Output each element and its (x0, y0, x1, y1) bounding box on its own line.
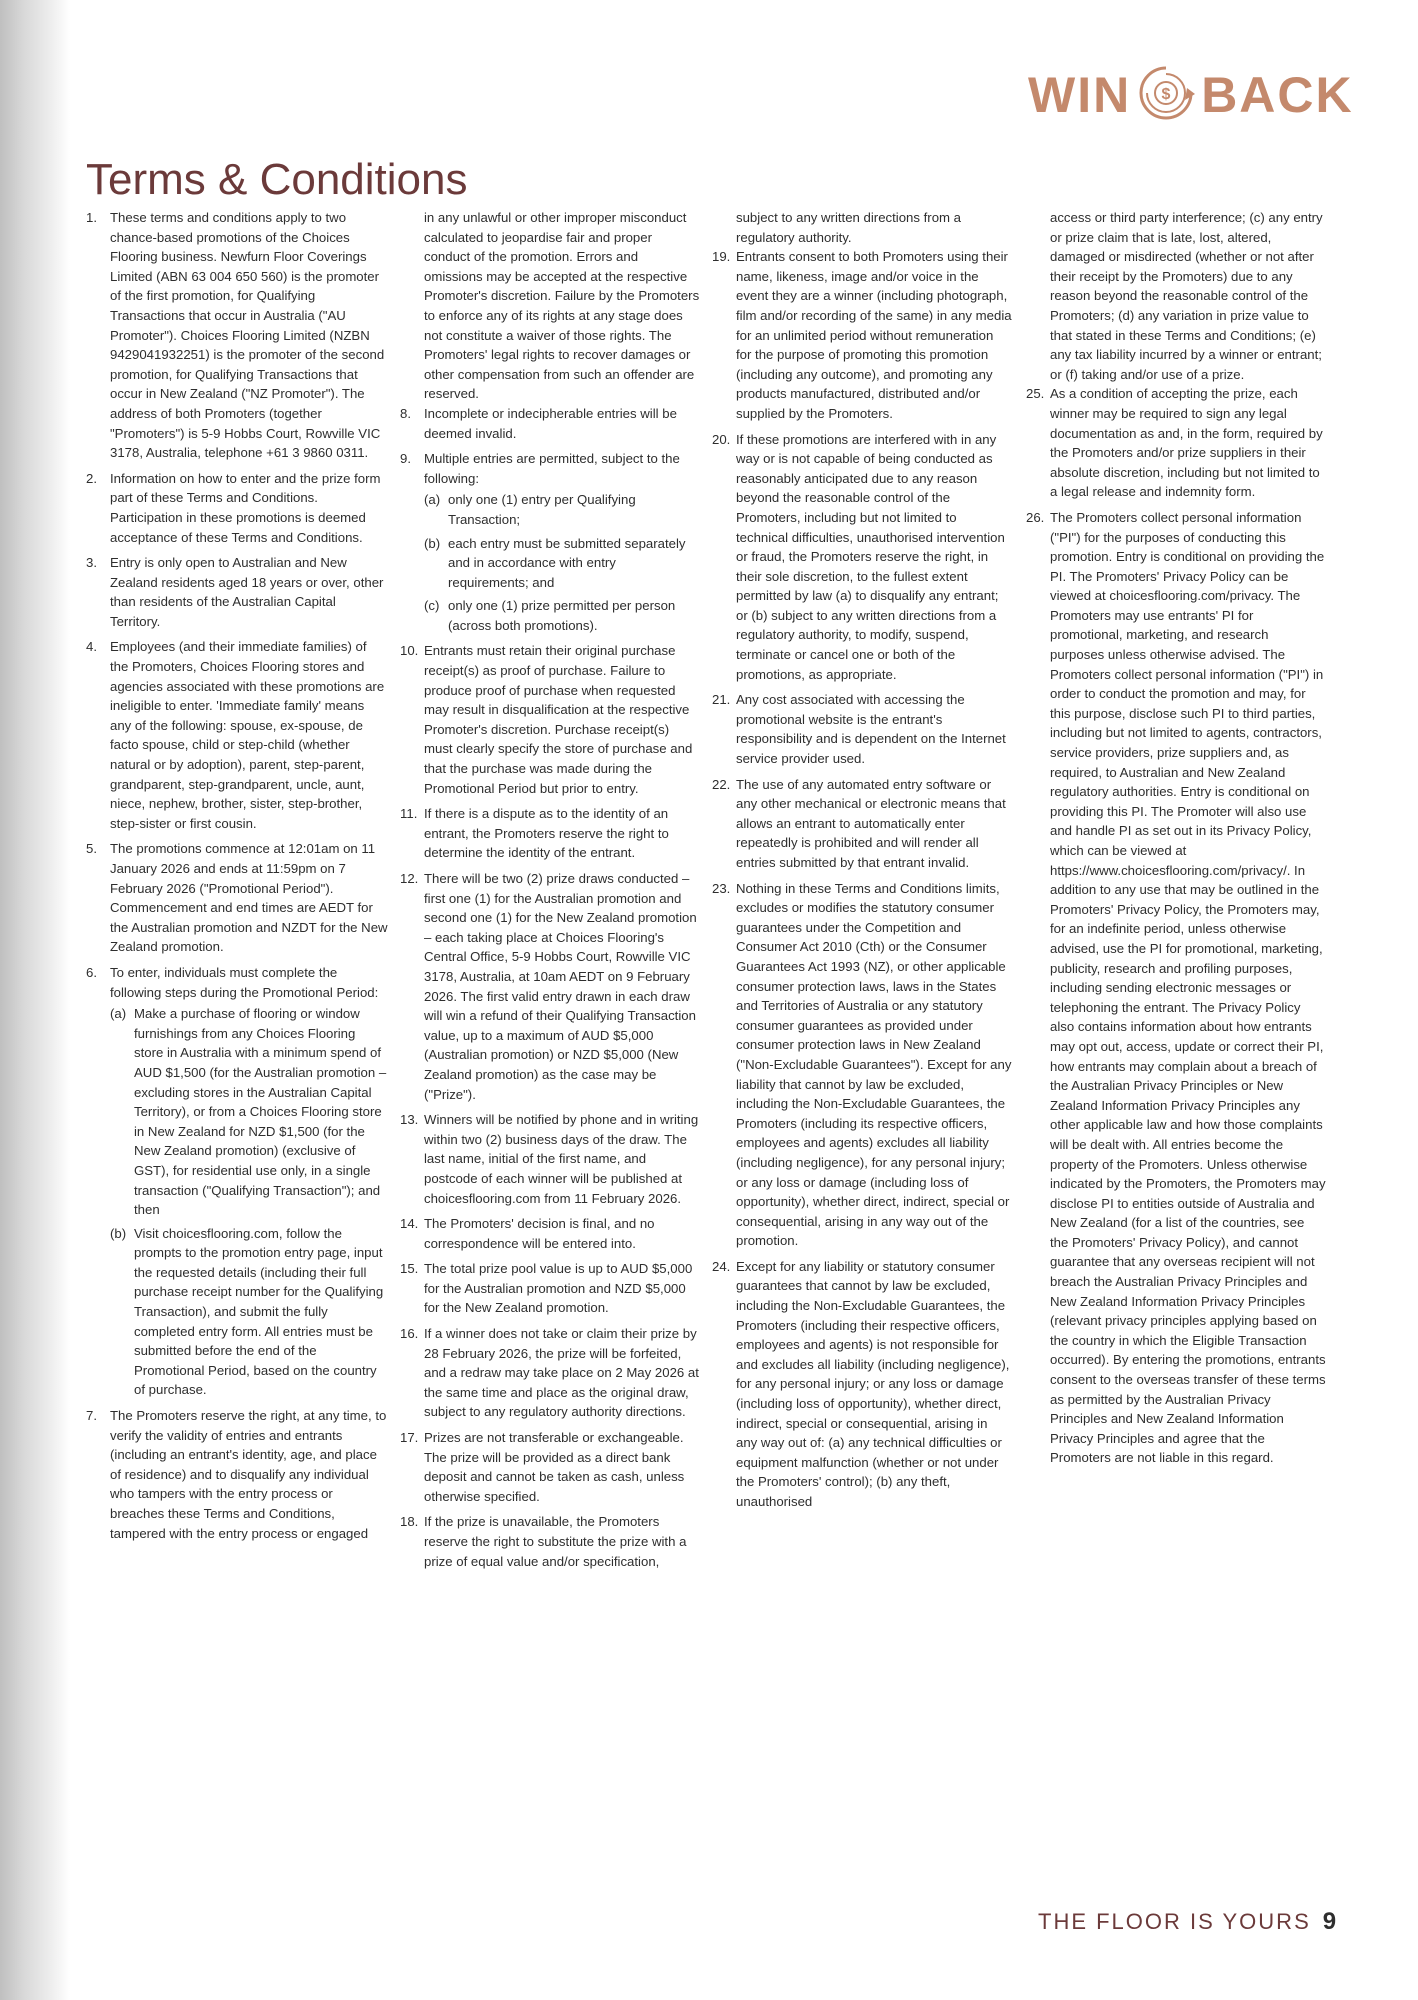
term-item (86, 1406, 388, 1543)
term-item (712, 430, 1012, 685)
term-item (400, 1214, 700, 1253)
term-text: Entrants must retain their original purchase receipt(s) as proof of purchase. Failure to produce proof of purchase when requested may result in disqualification at the respective Promoter's discretion. Purchase receipt(s) must clearly specify the store of purchase and that the purchase was made during the Promotional Period but prior to entry. (424, 643, 693, 796)
sub-label: (b) (424, 535, 441, 551)
term-text: Information on how to enter and the prize form part of these Terms and Conditions. Participation in these promotions is deemed acceptance of these Terms and Conditions. (110, 470, 381, 545)
term-number: 26. (1026, 509, 1045, 525)
term-text: The promotions commence at 12:01am on 11 January 2026 and ends at 11:59pm on 7 February 2026 ("Promotional Period"). Commencement and end times are AEDT for the Australian promotion and NZDT for the New Zealand promotion. (110, 841, 388, 955)
term-number: 11. (400, 806, 418, 822)
term-item (86, 963, 388, 1400)
terms-list (86, 208, 388, 1543)
term-item (712, 1257, 1012, 1512)
page-number: 9 (1322, 1908, 1337, 1935)
term-number: 15. (400, 1261, 419, 1277)
page-title: Terms & Conditions (86, 155, 468, 205)
term-number: 16. (400, 1326, 419, 1342)
term-number: 18. (400, 1514, 419, 1530)
terms-list (712, 247, 1012, 1511)
sub-label: (a) (110, 1006, 127, 1022)
svg-text:$: $ (1161, 86, 1171, 103)
term-number: 2. (86, 470, 97, 486)
term-number: 25. (1026, 386, 1045, 402)
sub-item (424, 596, 700, 635)
sub-label: (a) (424, 492, 441, 508)
footer-tagline: THE FLOOR IS YOURS (1038, 1909, 1311, 1934)
term-text: Incomplete or indecipherable entries will be deemed invalid. (424, 405, 677, 441)
sub-text: only one (1) prize permitted per person (across both promotions). (448, 598, 676, 633)
term-text: The total prize pool value is up to AUD $5,000 for the Australian promotion and NZD $5,000 for the New Zealand promotion. (424, 1261, 693, 1316)
logo-word-win: WIN (1028, 67, 1132, 123)
term-item (400, 1324, 700, 1422)
term-item (400, 1259, 700, 1318)
term-number: 1. (86, 210, 97, 225)
term-text: The Promoters collect personal information ("PI") for the purposes of conducting this promotion. Entry is conditional on providing the PI. The Promoters' Privacy Policy can be viewed at choicesflooring.com/privacy. The Promoters may use entrants' PI for promotional, marketing, and research purposes unless otherwise advised. The Promoters collect personal information ("PI") in order to conduct the promotion and may, for this purpose, disclose such PI to third parties, including but not limited to agents, contractors, service providers, prize suppliers and, as required, to Australian and New Zealand regulatory authorities. Entry is conditional on providing this PI. The Promoter will also use and handle PI as set out in its Privacy Policy, which can be viewed at https://www.choicesflooring.com/privacy/. In addition to any use that may be outlined in the Promoters' Privacy Policy, the Promoters may, for an indefinite period, unless otherwise advised, use the PI for promotional, marketing, publicity, research and profiling purposes, including sending electronic messages or telephoning the entrant. The Privacy Policy also contains information about how entrants may opt out, access, update or correct their PI, how entrants may complain about a breach of the Australian Privacy Principles or New Zealand Information Privacy Principles any other applicable law and how those complaints will be dealt with. All entries become the property of the Promoters. Unless otherwise indicated by the Promoters, the Promoters may disclose PI to entities outside of Australia and New Zealand (for a list of the countries, see the Promoters' Privacy Policy), and cannot guarantee that any overseas recipient will not breach the Australian Privacy Principles and New Zealand Information Privacy Principles (relevant privacy principles applying based on the country in which the Eligible Transaction occurred). By entering the promotions, entrants consent to the overseas transfer of these terms as permitted by the Australian Privacy Principles and New Zealand Information Privacy Principles and agree that the Promoters are not liable in this regard. (1050, 509, 1326, 1466)
sub-text: Visit choicesflooring.com, follow the prompts to the promotion entry page, input the requested details (including their full purchase receipt number for the Qualifying Transaction), and submit the fully completed entry form. All entries must be submitted before the end of the Promotional Period, based on the country of purchase. (134, 1225, 384, 1398)
term-number: 4. (86, 639, 97, 655)
term-text: If the prize is unavailable, the Promoters reserve the right to substitute the prize with a prize of equal value and/or specification, (424, 1514, 687, 1569)
term-text: The Promoters' decision is final, and no correspondence will be entered into. (424, 1216, 655, 1251)
term-item (86, 839, 388, 957)
term-text: Entry is only open to Australian and New Zealand residents aged 18 years or over, other than residents of the Australian Capital Territory. (110, 555, 384, 629)
term-number: 8. (400, 405, 411, 421)
page-footer (1038, 1908, 1336, 1936)
terms-columns (0, 208, 1418, 1898)
term-number: 19. (712, 249, 731, 265)
terms-list (1026, 384, 1326, 1468)
term-number: 23. (712, 880, 731, 896)
term-number: 9. (400, 451, 411, 467)
term-text: Multiple entries are permitted, subject to the following: (424, 451, 680, 486)
term-text: As a condition of accepting the prize, each winner may be required to sign any legal documentation as and, in the form, required by the Promoters and/or prize suppliers in their absolute discretion, including but not limited to a legal release and indemnity form. (1050, 386, 1323, 500)
sub-item (110, 1224, 388, 1400)
terms-column-4 (1026, 208, 1326, 1898)
term-item (86, 637, 388, 833)
sub-item (424, 490, 700, 529)
sub-text: each entry must be submitted separately and in accordance with entry requirements; and (448, 535, 686, 590)
sub-item (424, 534, 700, 593)
term-text: The use of any automated entry software or any other mechanical or electronic means that allows an entrant to automatically enter repeatedly is prohibited and will render all entries submitted by that entrant invalid. (736, 776, 1006, 870)
sub-text: Make a purchase of flooring or window furnishings from any Choices Flooring store in Australia with a minimum spend of AUD $1,500 (for the Australian promotion – excluding stores in the Australian Capital Territory), or from a Choices Flooring store in New Zealand for NZD $1,500 (for the New Zealand promotion) (exclusive of GST), for residential use only, in a single transaction ("Qualifying Transaction"); and then (134, 1006, 387, 1218)
term-item (712, 247, 1012, 423)
term-number: 14. (400, 1216, 419, 1232)
sub-list (424, 490, 700, 635)
term-text: If there is a dispute as to the identity of an entrant, the Promoters reserve the right to determine the identity of the entrant. (424, 806, 669, 861)
term-text: If a winner does not take or claim their prize by 28 February 2026, the prize will be forfeited, and a redraw may take place on 2 May 2026 at the same time and place as the original draw, subject to any regulatory authority directions. (424, 1326, 699, 1420)
term-number: 10. (400, 643, 419, 659)
term-number: 22. (712, 776, 731, 792)
terms-column-1 (86, 208, 388, 1898)
term-item (400, 1110, 700, 1208)
dollar-cycle-icon (1135, 60, 1197, 130)
term-text: The Promoters reserve the right, at any time, to verify the validity of entries and entrants (including an entrant's identity, age, and place of residence) and to disqualify any individual who tampers with the entry process or breaches these Terms and Conditions, tampered with the entry process or engaged (110, 1408, 387, 1541)
term-item (86, 553, 388, 631)
term-text: Except for any liability or statutory consumer guarantees that cannot by law be excluded, including the Non-Excludable Guarantees, the Promoters (including their respective officers, employees and agents) is not responsible for and excludes all liability (including negligence), for any personal injury; or any loss or damage (including loss of opportunity), whether direct, indirect, special or consequential, arising in any way out of: (a) any technical difficulties or equipment malfunction (whether or not under the Promoters' control); (b) any theft, unauthorised (736, 1258, 1010, 1509)
sub-list (110, 1004, 388, 1400)
term-text: Nothing in these Terms and Conditions limits, excludes or modifies the statutory consumer guarantees under the Competition and Consumer Act 2010 (Cth) or the Consumer Guarantees Act 1993 (NZ), or other applicable consumer protection laws, laws in the States and Territories of Australia or any statutory consumer guarantees as provided under consumer protection laws in New Zealand ("Non-Excludable Guarantees"). Except for any liability that cannot by law be excluded, including the Non-Excludable Guarantees, the Promoters (including its respective officers, employees and agents) excludes all liability (including negligence), for any personal injury; or any loss or damage (including loss of opportunity), whether direct, indirect, special or consequential, arising in any way out of the promotion. (736, 880, 1012, 1249)
term-item (400, 641, 700, 798)
term-text: If these promotions are interfered with in any way or is not capable of being conducted as reasonably anticipated due to any reason beyond the reasonable control of the Promoters, including but not limited to technical difficulties, unauthorised intervention or fraud, the Promoters reserve the right, in their sole discretion, to the fullest extent permitted by law (a) to disqualify any entrant; or (b) subject to any written directions from a regulatory authority, to modify, suspend, terminate or cancel one or both of the promotions, as appropriate. (736, 431, 1005, 682)
term-text: Entrants consent to both Promoters using their name, likeness, image and/or voice in the event they are a winner (including photograph, film and/or recording of the same) in any media for an unlimited period without remuneration for the purpose of promoting this promotion (including any outcome), and promoting any products manufactured, distributed and/or supplied by the Promoters. (736, 249, 1012, 421)
term-text: To enter, individuals must complete the following steps during the Promotional Period: (110, 964, 379, 1000)
term-number: 13. (400, 1112, 419, 1128)
term-number: 12. (400, 871, 419, 886)
sub-item (110, 1004, 388, 1220)
term-item (400, 449, 700, 635)
sub-label: (b) (110, 1225, 127, 1241)
terms-column-2 (400, 208, 700, 1898)
term-number: 24. (712, 1258, 731, 1274)
term-item (400, 804, 700, 863)
term-number: 5. (86, 841, 97, 857)
terms-column-3 (712, 208, 1012, 1898)
term-text: There will be two (2) prize draws conducted – first one (1) for the Australian promotion and second one (1) for the New Zealand promotion – each taking place at Choices Flooring's Central Office, 5-9 Hobbs Court, Rowville VIC 3178, Australia, at 10am AEDT on 9 February 2026. The first valid entry drawn in each draw will win a refund of their Qualifying Transaction value, up to a maximum of AUD $5,000 (Australian promotion) or NZD $5,000 (New Zealand promotion) as the case may be ("Prize"). (424, 871, 697, 1102)
term-item (400, 1428, 700, 1506)
term-text: Any cost associated with accessing the promotional website is the entrant's responsibility and is dependent on the Internet service provider used. (736, 692, 1006, 767)
term-item (712, 775, 1012, 873)
term-item (400, 404, 700, 443)
continued-text: in any unlawful or other improper misconduct calculated to jeopardise fair and proper conduct of the promotion. Errors and omissions may be accepted at the respective Promoter's discretion. Failure by the Promoters to enforce any of its rights at any stage does not constitute a waiver of those rights. The Promoters' legal rights to recover damages or other compensation from such an offender are reserved. (424, 210, 700, 402)
term-number: 6. (86, 964, 97, 980)
term-item (86, 208, 388, 463)
term-number: 7. (86, 1408, 97, 1424)
sub-label: (c) (424, 598, 440, 614)
term-number: 17. (400, 1430, 419, 1446)
term-number: 3. (86, 555, 97, 571)
win-back-logo (1028, 52, 1358, 138)
term-item (1026, 384, 1326, 502)
logo-word-back: BACK (1201, 67, 1354, 123)
sub-text: only one (1) entry per Qualifying Transaction; (448, 492, 636, 527)
term-number: 21. (712, 692, 731, 708)
term-item (400, 1512, 700, 1571)
term-item (1026, 508, 1326, 1468)
term-text: Employees (and their immediate families) of the Promoters, Choices Flooring stores and agencies associated with these promotions are ineligible to enter. 'Immediate family' means any of the following: spouse, ex-spouse, de facto spouse, child or step-child (whether natural or by adoption), parent, step-parent, grandparent, step-grandparent, uncle, aunt, niece, nephew, brother, sister, step-brother, step-sister or first cousin. (110, 639, 385, 831)
term-text: Prizes are not transferable or exchangeable. The prize will be provided as a direct bank deposit and cannot be taken as cash, unless otherwise specified. (424, 1430, 685, 1504)
term-item (712, 690, 1012, 768)
term-item (400, 869, 700, 1104)
terms-list (400, 404, 700, 1571)
term-text: These terms and conditions apply to two chance-based promotions of the Choices Flooring business. Newfurn Floor Coverings Limited (ABN 63 004 650 560) is the promoter of the first promotion, for Qualifying Transactions that occur in Australia ("AU Promoter"). Choices Flooring Limited (NZBN 9429041932251) is the promoter of the second promotion, for Qualifying Transactions that occur in New Zealand ("NZ Promoter"). The address of both Promoters (together "Promoters") is 5-9 Hobbs Court, Rowville VIC 3178, Australia, telephone +61 3 9860 0311. (110, 210, 385, 461)
term-number: 20. (712, 431, 731, 447)
term-item (86, 469, 388, 547)
term-item (712, 879, 1012, 1251)
term-text: Winners will be notified by phone and in writing within two (2) business days of the draw. The last name, initial of the first name, and postcode of each winner will be published at choicesflooring.com from 11 February 2026. (424, 1112, 699, 1206)
continued-text: access or third party interference; (c) any entry or prize claim that is late, lost, altered, damaged or misdirected (whether or not after their receipt by the Promoters) due to any reason beyond the reasonable control of the Promoters; (d) any variation in prize value to that stated in these Terms and Conditions; (e) any tax liability incurred by a winner or entrant; or (f) taking and/or use of a prize. (1050, 210, 1323, 382)
continued-text: subject to any written directions from a regulatory authority. (736, 210, 962, 245)
